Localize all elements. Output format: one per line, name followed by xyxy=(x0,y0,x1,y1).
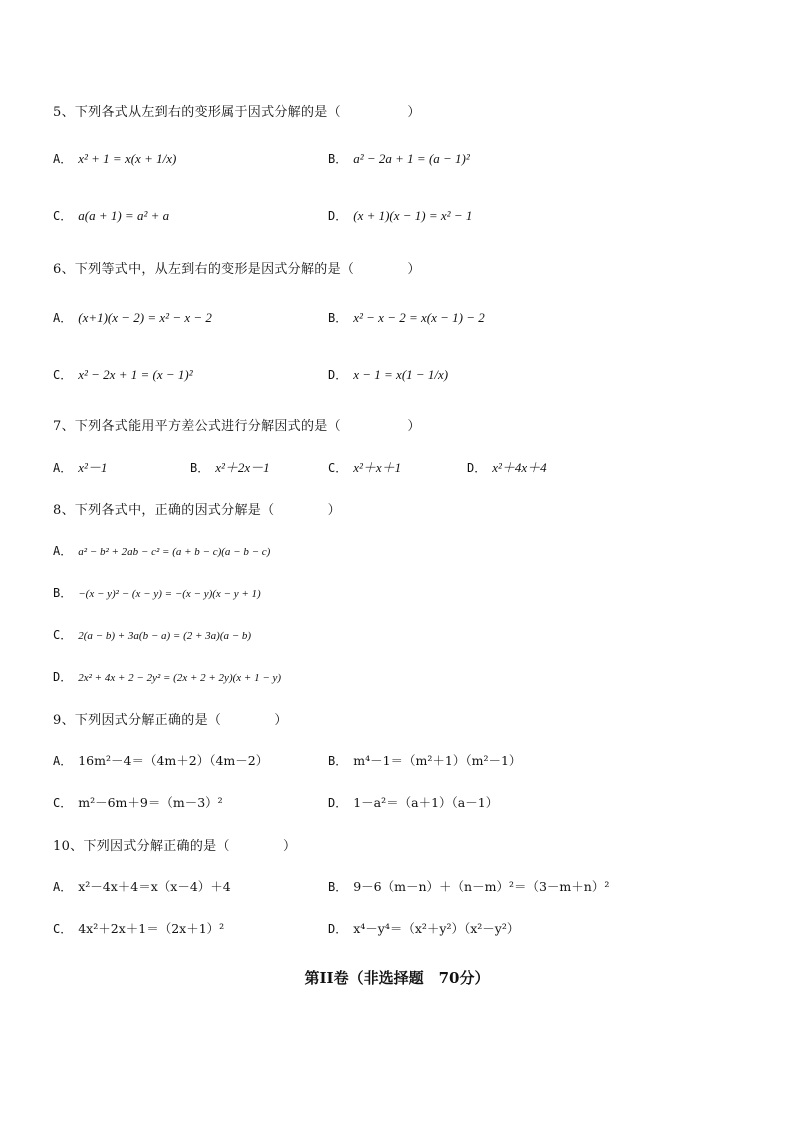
section-title: 第II卷（非选择题 70分） xyxy=(304,969,490,987)
question-6-option-a[interactable] xyxy=(53,309,212,326)
option-letter: C． xyxy=(53,209,73,223)
option-expression: x² − 2x + 1 = (x − 1)² xyxy=(78,367,193,382)
option-expression: m²－6m＋9＝（m－3）² xyxy=(78,795,223,810)
option-expression: x² + 1 = x(x + 1/x) xyxy=(78,151,177,166)
question-8-option-a[interactable] xyxy=(53,542,270,559)
question-7-option-c[interactable] xyxy=(328,457,401,476)
option-expression: 1－a²＝（a＋1）（a－1） xyxy=(353,795,499,810)
question-8-option-b[interactable] xyxy=(53,584,261,601)
option-expression: x² − x − 2 = x(x − 1) − 2 xyxy=(353,310,485,325)
option-letter: C． xyxy=(53,922,73,936)
question-8-stem: 8、下列各式中，正确的因式分解是（ ） xyxy=(53,503,341,518)
question-10-option-d[interactable] xyxy=(328,919,519,937)
question-5-stem: 5、下列各式从左到右的变形属于因式分解的是（ ） xyxy=(53,105,421,120)
option-expression: (x + 1)(x − 1) = x² − 1 xyxy=(353,208,473,223)
option-letter: C． xyxy=(53,796,73,810)
option-letter: D． xyxy=(53,670,73,684)
option-letter: A． xyxy=(53,754,73,768)
question-7-option-d[interactable] xyxy=(467,457,547,476)
question-6-option-b[interactable] xyxy=(328,309,485,326)
option-letter: C． xyxy=(53,368,73,382)
question-6-stem: 6、下列等式中，从左到右的变形是因式分解的是（ ） xyxy=(53,262,421,277)
option-expression: a(a + 1) = a² + a xyxy=(78,208,170,223)
option-letter: A． xyxy=(53,461,73,475)
question-7-stem: 7、下列各式能用平方差公式进行分解因式的是（ ） xyxy=(53,419,421,434)
option-expression: 2(a − b) + 3a(b − a) = (2 + 3a)(a − b) xyxy=(78,630,252,642)
question-10-option-c[interactable] xyxy=(53,919,224,937)
question-9-option-a[interactable] xyxy=(53,751,268,769)
option-expression: x²－4x＋4＝x（x－4）＋4 xyxy=(78,879,231,894)
option-expression: a² − 2a + 1 = (a − 1)² xyxy=(353,151,470,166)
option-letter: B． xyxy=(190,461,210,475)
option-expression: 9－6（m－n）＋（n－m）²＝（3－m＋n）² xyxy=(353,879,610,894)
question-9-stem: 9、下列因式分解正确的是（ ） xyxy=(53,713,288,728)
option-expression: (x+1)(x − 2) = x² − x − 2 xyxy=(78,310,212,325)
option-letter: D． xyxy=(328,796,348,810)
option-letter: A． xyxy=(53,311,73,325)
option-expression: m⁴－1＝（m²＋1）（m²－1） xyxy=(353,753,522,768)
option-letter: A． xyxy=(53,544,73,558)
question-6-option-d[interactable] xyxy=(328,366,448,383)
option-letter: A． xyxy=(53,880,73,894)
option-expression: x⁴－y⁴＝（x²＋y²）（x²－y²） xyxy=(353,921,520,936)
question-10-option-a[interactable] xyxy=(53,877,231,895)
question-5-option-a[interactable] xyxy=(53,150,176,167)
question-10-option-b[interactable] xyxy=(328,877,609,895)
option-letter: D． xyxy=(328,368,348,382)
option-expression: 4x²＋2x＋1＝（2x＋1）² xyxy=(78,921,225,936)
option-expression: x²－1 xyxy=(78,460,108,475)
question-9-option-b[interactable] xyxy=(328,751,521,769)
option-letter: B． xyxy=(328,880,348,894)
option-expression: x²＋x＋1 xyxy=(353,460,402,475)
option-letter: B． xyxy=(328,152,348,166)
question-10-stem: 10、下列因式分解正确的是（ ） xyxy=(53,839,297,854)
option-letter: D． xyxy=(328,922,348,936)
question-9-option-c[interactable] xyxy=(53,793,223,811)
option-letter: B． xyxy=(53,586,73,600)
option-expression: x²＋2x－1 xyxy=(215,460,270,475)
option-letter: A． xyxy=(53,152,73,166)
option-expression: x²＋4x＋4 xyxy=(492,460,547,475)
option-letter: B． xyxy=(328,311,348,325)
option-expression: −(x − y)² − (x − y) = −(x − y)(x − y + 1) xyxy=(78,588,261,600)
question-8-option-d[interactable] xyxy=(53,668,281,685)
option-expression: a² − b² + 2ab − c² = (a + b − c)(a − b − c) xyxy=(78,546,271,558)
question-5-option-b[interactable] xyxy=(328,150,470,167)
option-letter: B． xyxy=(328,754,348,768)
question-7-option-a[interactable] xyxy=(53,457,107,476)
option-expression: 2x² + 4x + 2 − 2y² = (2x + 2 + 2y)(x + 1 − y) xyxy=(78,672,282,684)
option-letter: C． xyxy=(328,461,348,475)
option-letter: D． xyxy=(467,461,487,475)
question-8-option-c[interactable] xyxy=(53,626,251,643)
option-letter: C． xyxy=(53,628,73,642)
question-6-option-c[interactable] xyxy=(53,366,193,383)
option-letter: D． xyxy=(328,209,348,223)
question-7-option-b[interactable] xyxy=(190,457,270,476)
question-9-option-d[interactable] xyxy=(328,793,498,811)
question-5-option-c[interactable] xyxy=(53,207,169,224)
option-expression: 16m²－4＝（4m＋2）（4m－2） xyxy=(78,753,269,768)
option-expression: x − 1 = x(1 − 1/x) xyxy=(353,367,449,382)
question-5-option-d[interactable] xyxy=(328,207,472,224)
